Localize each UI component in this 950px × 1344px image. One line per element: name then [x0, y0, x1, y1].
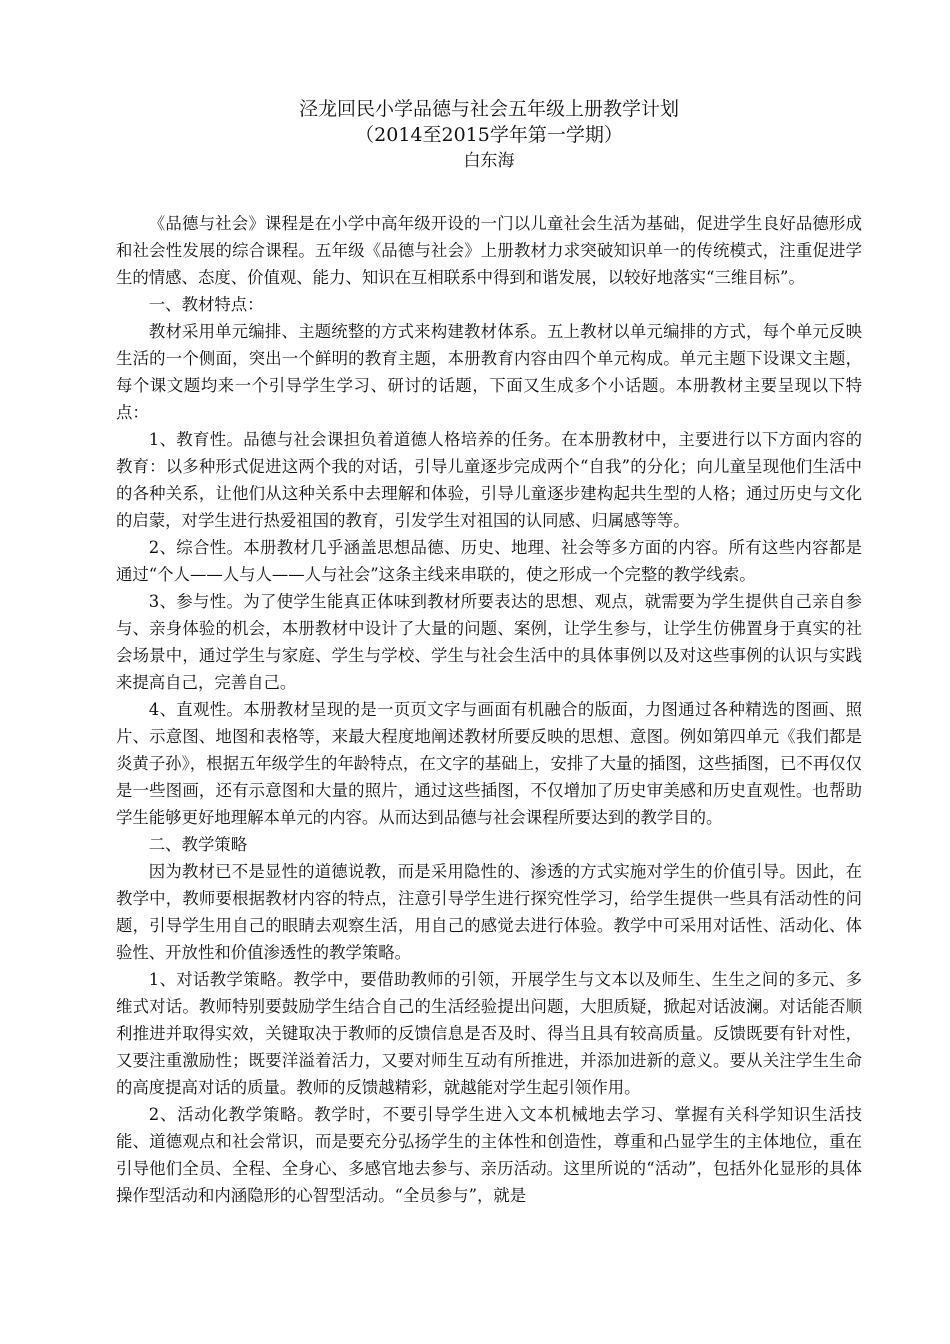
paragraph: 教材采用单元编排、主题统整的方式来构建教材体系。五上教材以单元编排的方式，每个单元反映生活的一个侧面，突出一个鲜明的教育主题，本册教育内容由四个单元构成。单元主题下设课文主题，每个课文题均来一个引导学生学习、研讨的话题，下面又生成多个小话题。本册教材主要呈现以下特点： — [116, 322, 862, 422]
paragraph: 3、参与性。为了使学生能真正体味到教材所要表达的思想、观点，就需要为学生提供自己亲自参与、亲身体验的机会，本册教材中设计了大量的问题、案例，让学生参与，让学生仿佛置身于真实的社会场景中，通过学生与家庭、学生与学校、学生与社会生活中的具体事例以及对这些事例的认识与实践来提高自己，完善自己。 — [116, 592, 862, 692]
section-heading: 一、教材特点： — [148, 295, 264, 314]
document-body — [116, 210, 862, 1209]
paragraph: 2、综合性。本册教材几乎涵盖思想品德、历史、地理、社会等多方面的内容。所有这些内容都是通过“个人——人与人——人与社会”这条主线来串联的，使之形成一个完整的教学线索。 — [116, 538, 862, 584]
paragraph: 4、直观性。本册教材呈现的是一页页文字与画面有机融合的版面，力图通过各种精选的图画、照片、示意图、地图和表格等，来最大程度地阐述教材所要反映的思想、意图。例如第四单元《我们都是炎黄子孙》，根据五年级学生的年龄特点，在文字的基础上，安排了大量的插图，这些插图，已不再仅仅是一些图画，还有示意图和大量的照片，通过这些插图，不仅增加了历史审美感和历史直观性。也帮助学生能够更好地理解本单元的内容。从而达到品德与社会课程所要达到的教学目的。 — [116, 700, 862, 827]
document-page — [116, 96, 862, 1209]
paragraph: 1、教育性。品德与社会课担负着道德人格培养的任务。在本册教材中，主要进行以下方面内容的教育：以多种形式促进这两个我的对话，引导儿童逐步完成两个“自我”的分化；向儿童呈现他们生活中的各种关系，让他们从这种关系中去理解和体验，引导儿童逐步建构起共生型的人格；通过历史与文化的启蒙，对学生进行热爱祖国的教育，引发学生对祖国的认同感、归属感等等。 — [116, 430, 862, 530]
paragraph: 《品德与社会》课程是在小学中高年级开设的一门以儿童社会生活为基础，促进学生良好品德形成和社会性发展的综合课程。五年级《品德与社会》上册教材力求突破知识单一的传统模式，注重促进学生的情感、态度、价值观、能力、知识在互相联系中得到和谐发展，以较好地落实“三维目标”。 — [116, 214, 862, 287]
section-heading: 二、教学策略 — [148, 835, 248, 854]
document-title: 泾龙回民小学品德与社会五年级上册教学计划 — [298, 98, 679, 120]
title-block — [116, 96, 862, 174]
paragraph: 2、活动化教学策略。教学时，不要引导学生进入文本机械地去学习、掌握有关科学知识生活技能、道德观点和社会常识，而是要充分弘扬学生的主体性和创造性，尊重和凸显学生的主体地位，重在引导他们全员、全程、全身心、多感官地去参与、亲历活动。这里所说的“活动”，包括外化显形的具体操作型活动和内涵隐形的心智型活动。“全员参与”，就是 — [116, 1105, 862, 1205]
document-author: 白东海 — [463, 151, 515, 171]
paragraph: 因为教材已不是显性的道德说教，而是采用隐性的、渗透的方式实施对学生的价值引导。因此，在教学中，教师要根据教材内容的特点，注意引导学生进行探究性学习，给学生提供一些具有活动性的问题，引导学生用自己的眼睛去观察生活，用自己的感觉去进行体验。教学中可采用对话性、活动化、体验性、开放性和价值渗透性的教学策略。 — [116, 862, 862, 962]
paragraph: 1、对话教学策略。教学中，要借助教师的引领，开展学生与文本以及师生、生生之间的多元、多维式对话。教师特别要鼓励学生结合自己的生活经验提出问题，大胆质疑，掀起对话波澜。对话能否顺利推进并取得实效，关键取决于教师的反馈信息是否及时、得当且具有较高质量。反馈既要有针对性，又要注重激励性；既要洋溢着活力，又要对师生互动有所推进，并添加进新的意义。要从关注学生生命的高度提高对话的质量。教师的反馈越精彩，就越能对学生起引领作用。 — [116, 970, 862, 1097]
document-subtitle: （2014至2015学年第一学期） — [355, 124, 623, 146]
